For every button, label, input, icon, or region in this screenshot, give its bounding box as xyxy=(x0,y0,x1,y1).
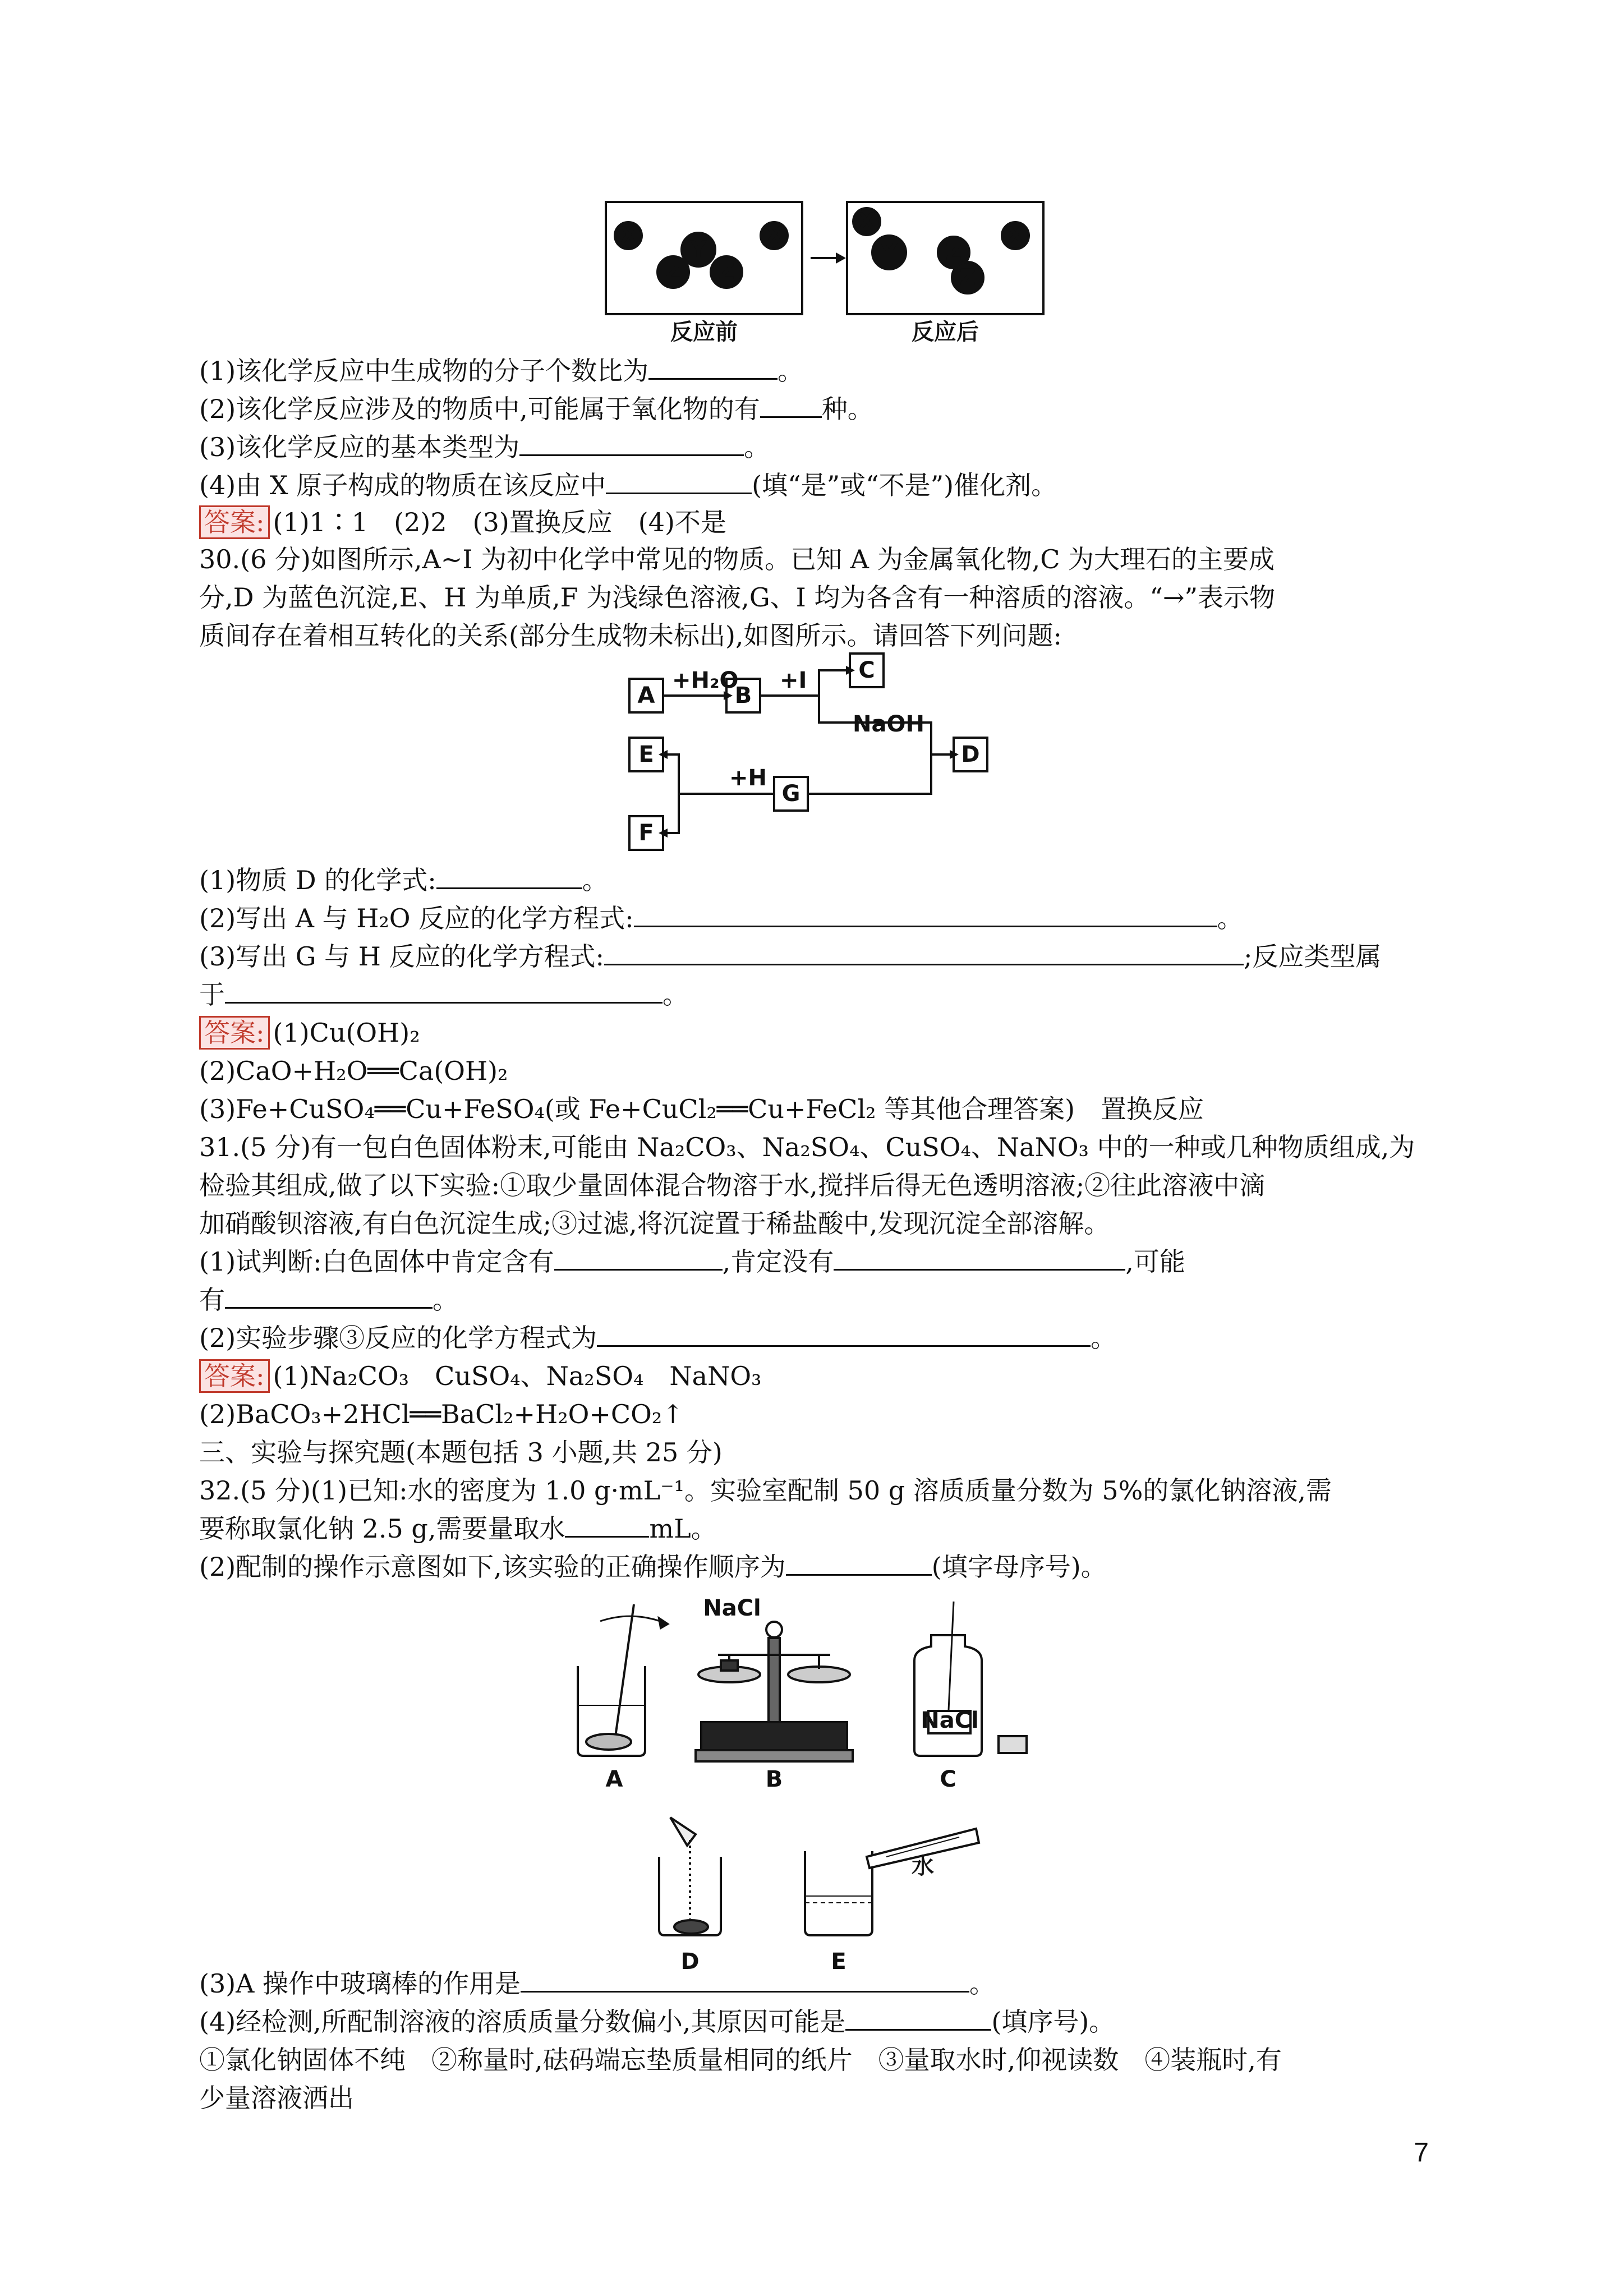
q29-part1: (1)该化学反应中生成物的分子个数比为 。 xyxy=(199,356,804,386)
answer-blank[interactable] xyxy=(606,469,752,494)
answer-blank[interactable] xyxy=(834,1245,1125,1271)
atom-z-label: Z xyxy=(945,240,962,265)
node-f: F xyxy=(638,820,654,846)
q30-stem: 分,D 为蓝色沉淀,E、H 为单质,F 为浅绿色溶液,G、I 均为各含有一种溶质的溶液。“→”表示物 xyxy=(199,582,1275,613)
q30-relation-diagram xyxy=(623,651,1027,864)
q31-part2: (2)实验步骤③反应的化学方程式为 。 xyxy=(199,1323,1117,1353)
q32-stem: 32.(5 分)(1)已知:水的密度为 1.0 g·mL⁻¹。实验室配制 50 g 溶质质量分数为 5%的氯化钠溶液,需 xyxy=(199,1475,1332,1506)
q31-stem: 31.(5 分)有一包白色固体粉末,可能由 Na₂CO₃、Na₂SO₄、CuSO₄、NaNO₃ 中的一种或几种物质组成,为 xyxy=(199,1132,1415,1162)
answer-tag: 答案: xyxy=(199,1359,270,1393)
q31-answer: (2)BaCO₃+2HCl══BaCl₂+H₂O+CO₂↑ xyxy=(199,1399,684,1429)
q31-answer: 答案: (1)Na₂CO₃ CuSO₄、Na₂SO₄ NaNO₃ xyxy=(199,1359,1433,1393)
atom-z-label: Z xyxy=(718,259,735,285)
operation-e xyxy=(805,1829,979,1935)
section-heading: 三、实验与探究题(本题包括 3 小题,共 25 分) xyxy=(199,1437,723,1467)
answer-blank[interactable] xyxy=(225,978,663,1004)
q30-part1: (1)物质 D 的化学式: 。 xyxy=(199,865,608,895)
answer-blank[interactable] xyxy=(786,1550,932,1576)
answer-blank[interactable] xyxy=(760,393,822,418)
atom-x-label: X xyxy=(765,223,783,249)
atom-y-label: Y xyxy=(881,240,898,265)
page-number: 7 xyxy=(1414,2138,1429,2168)
node-d: D xyxy=(961,742,980,767)
label-c: C xyxy=(940,1766,956,1792)
edge-label-naoh: NaOH xyxy=(853,711,924,737)
edge-label-h2o: +H₂O xyxy=(672,668,739,693)
q31-stem: 检验其组成,做了以下实验:①取少量固体混合物溶于水,搅拌后得无色透明溶液;②往此溶液中滴 xyxy=(199,1170,1266,1200)
answer-blank[interactable] xyxy=(554,1245,723,1271)
after-label: 反应后 xyxy=(912,319,979,345)
q30-answer: (3)Fe+CuSO₄══Cu+FeSO₄(或 Fe+CuCl₂══Cu+FeCl₂ 等其他合理答案) 置换反应 xyxy=(199,1094,1204,1124)
nacl-label-b: NaCl xyxy=(703,1595,761,1621)
atom-x-label: X xyxy=(858,209,876,234)
node-e: E xyxy=(638,742,654,767)
q30-stem: 质间存在着相互转化的关系(部分生成物未标出),如图所示。请回答下列问题: xyxy=(199,620,1062,651)
node-c: C xyxy=(858,657,875,683)
atom-z-label: Z xyxy=(959,265,976,291)
q29-part4: (4)由 X 原子构成的物质在该反应中 (填“是”或“不是”)催化剂。 xyxy=(199,470,1057,500)
answer-blank[interactable] xyxy=(225,1283,433,1309)
lab-operations-figure xyxy=(561,1593,1066,1980)
q29-answer: 答案: (1)1∶1 (2)2 (3)置换反应 (4)不是 xyxy=(199,505,1433,540)
q31-part1: (1)试判断:白色固体中肯定含有 ,肯定没有 ,可能 xyxy=(199,1246,1185,1277)
nacl-label-c: NaCl xyxy=(921,1708,979,1733)
q32-options: 少量溶液洒出 xyxy=(199,2083,354,2113)
q32-part3: (3)A 操作中玻璃棒的作用是 。 xyxy=(199,1968,996,1999)
water-label: 水 xyxy=(912,1853,934,1879)
q30-part3: (3)写出 G 与 H 反应的化学方程式: ;反应类型属 xyxy=(199,941,1382,972)
q32-stem: 要称取氯化钠 2.5 g,需要量取水 mL。 xyxy=(199,1513,717,1544)
label-b: B xyxy=(765,1766,783,1792)
answer-blank[interactable] xyxy=(604,940,1244,965)
answer-blank[interactable] xyxy=(648,355,778,380)
edge-label-h: +H xyxy=(729,765,767,791)
answer-blank[interactable] xyxy=(436,864,582,889)
before-label: 反应前 xyxy=(670,319,738,345)
q32-part4: (4)经检测,所配制溶液的溶质质量分数偏小,其原因可能是 (填序号)。 xyxy=(199,2007,1115,2037)
q32-part2: (2)配制的操作示意图如下,该实验的正确操作顺序为 (填字母序号)。 xyxy=(199,1552,1107,1582)
operation-b xyxy=(696,1622,853,1761)
atom-y-label: Y xyxy=(690,237,707,263)
atom-x-label: X xyxy=(1006,223,1024,249)
answer-blank[interactable] xyxy=(519,431,744,456)
answer-tag: 答案: xyxy=(199,1016,270,1050)
node-b: B xyxy=(734,683,752,708)
node-g: G xyxy=(781,781,801,807)
q29-part2: (2)该化学反应涉及的物质中,可能属于氧化物的有 种。 xyxy=(199,394,873,424)
q30-part2: (2)写出 A 与 H₂O 反应的化学方程式: 。 xyxy=(199,903,1243,933)
edge-label-i: +I xyxy=(780,668,807,693)
atom-x-label: X xyxy=(619,223,637,249)
q31-stem: 加硝酸钡溶液,有白色沉淀生成;③过滤,将沉淀置于稀盐酸中,发现沉淀全部溶解。 xyxy=(199,1208,1110,1239)
node-a: A xyxy=(637,683,655,708)
q29-part3: (3)该化学反应的基本类型为 。 xyxy=(199,432,770,462)
q30-stem: 30.(6 分)如图所示,A~I 为初中化学中常见的物质。已知 A 为金属氧化物,C 为大理石的主要成 xyxy=(199,544,1275,574)
molecule-reaction-figure xyxy=(600,196,1094,353)
answer-blank[interactable] xyxy=(845,2005,991,2031)
q30-answer: (2)CaO+H₂O══Ca(OH)₂ xyxy=(199,1056,508,1086)
q32-options: ①氯化钠固体不纯 ②称量时,砝码端忘垫质量相同的纸片 ③量取水时,仰视读数 ④装瓶时,有 xyxy=(199,2045,1282,2075)
answer-tag: 答案: xyxy=(199,505,270,539)
label-e: E xyxy=(831,1949,846,1975)
answer-blank[interactable] xyxy=(521,1967,969,1993)
label-d: D xyxy=(680,1949,700,1975)
answer-blank[interactable] xyxy=(597,1322,1091,1347)
label-a: A xyxy=(605,1766,623,1792)
q30-part3-cont: 于 。 xyxy=(199,979,688,1010)
q31-part1-cont: 有 。 xyxy=(199,1285,458,1315)
answer-blank[interactable] xyxy=(634,902,1217,927)
operation-a xyxy=(578,1604,668,1756)
answer-blank[interactable] xyxy=(565,1512,649,1538)
q30-answer: 答案: (1)Cu(OH)₂ xyxy=(199,1015,1433,1050)
atom-z-label: Z xyxy=(665,259,682,285)
operation-d xyxy=(659,1818,721,1935)
